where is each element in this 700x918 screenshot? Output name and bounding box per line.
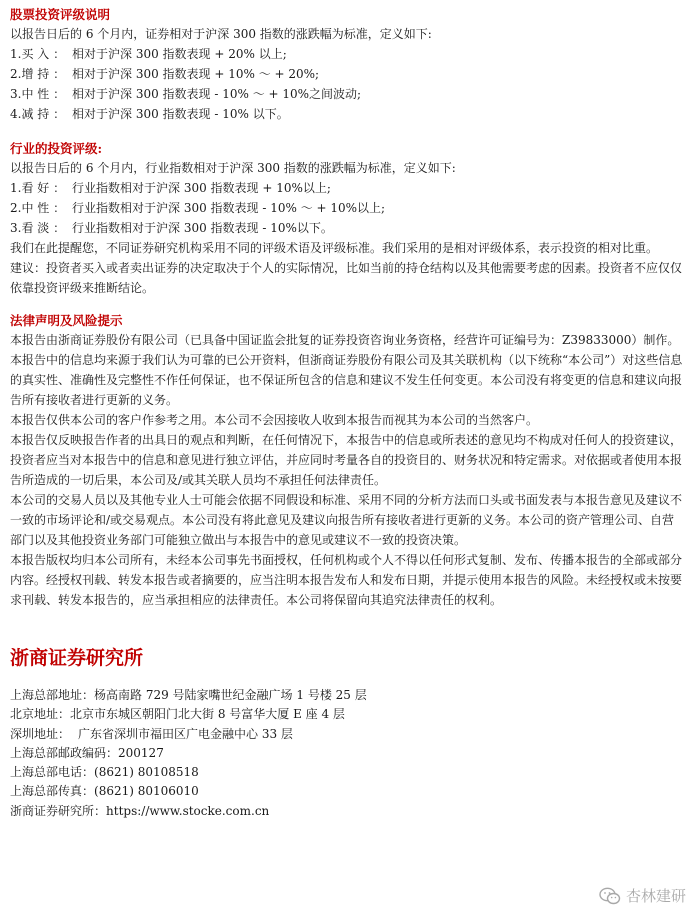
wechat-icon: [599, 887, 621, 905]
rating-label: 2.增 持 ：: [10, 67, 66, 81]
contact-label: 北京地址：: [10, 707, 71, 722]
stock-rating-intro: 以报告日后的 6 个月内，证券相对于沪深 300 指数的涨跌幅为标准，定义如下:: [10, 27, 432, 41]
industry-rating-item: [10, 178, 686, 198]
contact-line: [10, 802, 686, 821]
stock-rating-item: [10, 64, 686, 84]
contact-line: [10, 705, 686, 724]
industry-rating-section: [10, 140, 686, 298]
industry-rating-item: [10, 198, 686, 218]
contact-line: [10, 744, 686, 763]
contact-line: [10, 725, 686, 744]
rating-text: 行业指数相对于沪深 300 指数表现 - 10%以下。: [72, 221, 333, 235]
watermark-text: 杏林建研: [625, 887, 686, 905]
rating-text: 相对于沪深 300 指数表现 + 20% 以上;: [72, 47, 287, 61]
contact-line: [10, 782, 686, 801]
stock-rating-title: 股票投资评级说明: [10, 7, 111, 22]
contact-value: 200127: [118, 745, 164, 760]
rating-text: 相对于沪深 300 指数表现 - 10% ～ + 10%之间波动;: [72, 87, 362, 101]
legal-paragraph: 本报告仅供本公司的客户作参考之用。本公司不会因接收人收到本报告而视其为本公司的当然客户。: [10, 413, 539, 427]
stock-rating-item: [10, 84, 686, 104]
watermark: [599, 885, 686, 906]
rating-text: 行业指数相对于沪深 300 指数表现 + 10%以上;: [72, 181, 331, 195]
rating-label: 4.减 持 ：: [10, 107, 66, 121]
contact-value: (8621) 80106010: [94, 784, 199, 799]
contact-label: 上海总部电话：: [10, 765, 95, 780]
legal-title: 法律声明及风险提示: [10, 313, 123, 328]
stock-rating-item: [10, 104, 686, 124]
rating-text: 行业指数相对于沪深 300 指数表现 - 10% ～ + 10%以上;: [72, 201, 386, 215]
contact-value: 北京市东城区朝阳门北大街 8 号富华大厦 E 座 4 层: [70, 707, 345, 722]
rating-label: 3.看 淡 ：: [10, 221, 66, 235]
rating-label: 1.买 入 ：: [10, 47, 66, 61]
contact-value: (8621) 80108518: [94, 765, 199, 780]
contact-label: 上海总部地址：: [10, 688, 95, 702]
rating-label: 2.中 性 ：: [10, 201, 66, 215]
legal-section: [10, 312, 686, 610]
contact-value: 杨高南路 729 号陆家嘴世纪金融广场 1 号楼 25 层: [94, 688, 367, 702]
disclaimer-page: [10, 6, 686, 821]
legal-paragraph: 本报告由浙商证券股份有限公司（已具备中国证监会批复的证券投资咨询业务资格，经营许可证编号为：Z39833000）制作。本报告中的信息均来源于我们认为可靠的已公开资料，但浙商证券股份有限公司及其关联机构（以下统称“本公司”）对这些信息的真实性、准确性及完整性不作任何保证，也不保证所包含的信息和建议不发生任何变更。本公司没有将变更的信息和建议向报告所有接收者进行更新的义务。: [10, 333, 683, 407]
contact-line: [10, 686, 686, 705]
contact-line: [10, 763, 686, 782]
stock-rating-section: [10, 6, 686, 124]
stock-rating-item: [10, 44, 686, 64]
rating-label: 3.中 性 ：: [10, 87, 66, 101]
contact-label: 上海总部邮政编码：: [10, 745, 119, 760]
legal-paragraph: 本报告仅反映报告作者的出具日的观点和判断，在任何情况下，本报告中的信息或所表述的意见均不构成对任何人的投资建议，投资者应当对本报告中的信息和意见进行独立评估，并应同时考量各自的投资目的、财务状况和特定需求。对依据或者使用本报告所造成的一切后果，本公司及/或其关联人员均不承担任何法律责任。: [10, 433, 683, 487]
institute-section: [10, 646, 686, 821]
legal-paragraph: 本报告版权均归本公司所有，未经本公司事先书面授权，任何机构或个人不得以任何形式复制、发布、传播本报告的全部或部分内容。经授权刊载、转发本报告或者摘要的，应当注明本报告发布人和发布日期，并提示使用本报告的风险。未经授权或未按要求刊载、转发本报告的，应当承担相应的法律责任。本公司将保留向其追究法律责任的权利。: [10, 553, 683, 607]
contact-value: 广东省深圳市福田区广电金融中心 33 层: [78, 726, 293, 741]
legal-paragraph: 本公司的交易人员以及其他专业人士可能会依据不同假设和标准、采用不同的分析方法而口头或书面发表与本报告意见及建议不一致的市场评论和/或交易观点。本公司没有将此意见及建议向报告所有接收者进行更新的义务。本公司的资产管理公司、自营部门以及其他投资业务部门可能独立做出与本报告中的意见或建议不一致的投资决策。: [10, 493, 683, 547]
contact-label: 上海总部传真：: [10, 784, 95, 799]
contact-label: 浙商证券研究所：: [10, 803, 107, 818]
industry-rating-title: 行业的投资评级:: [10, 141, 103, 156]
industry-rating-intro: 以报告日后的 6 个月内，行业指数相对于沪深 300 指数的涨跌幅为标准，定义如下:: [10, 161, 456, 175]
rating-system-note: 我们在此提醒您，不同证券研究机构采用不同的评级术语及评级标准。我们采用的是相对评级体系，表示投资的相对比重。: [10, 241, 659, 255]
institute-title: 浙商证券研究所: [10, 647, 144, 669]
website-link[interactable]: https://www.stocke.com.cn: [106, 803, 270, 818]
investment-advice: 建议：投资者买入或者卖出证券的决定取决于个人的实际情况，比如当前的持仓结构以及其他需要考虑的因素。投资者不应仅仅依靠投资评级来推断结论。: [10, 261, 683, 295]
rating-text: 相对于沪深 300 指数表现 + 10% ～ + 20%;: [72, 67, 320, 81]
rating-label: 1.看 好 ：: [10, 181, 66, 195]
rating-text: 相对于沪深 300 指数表现 - 10% 以下。: [72, 107, 289, 121]
contact-label: 深圳地址：: [10, 726, 71, 741]
industry-rating-item: [10, 218, 686, 238]
